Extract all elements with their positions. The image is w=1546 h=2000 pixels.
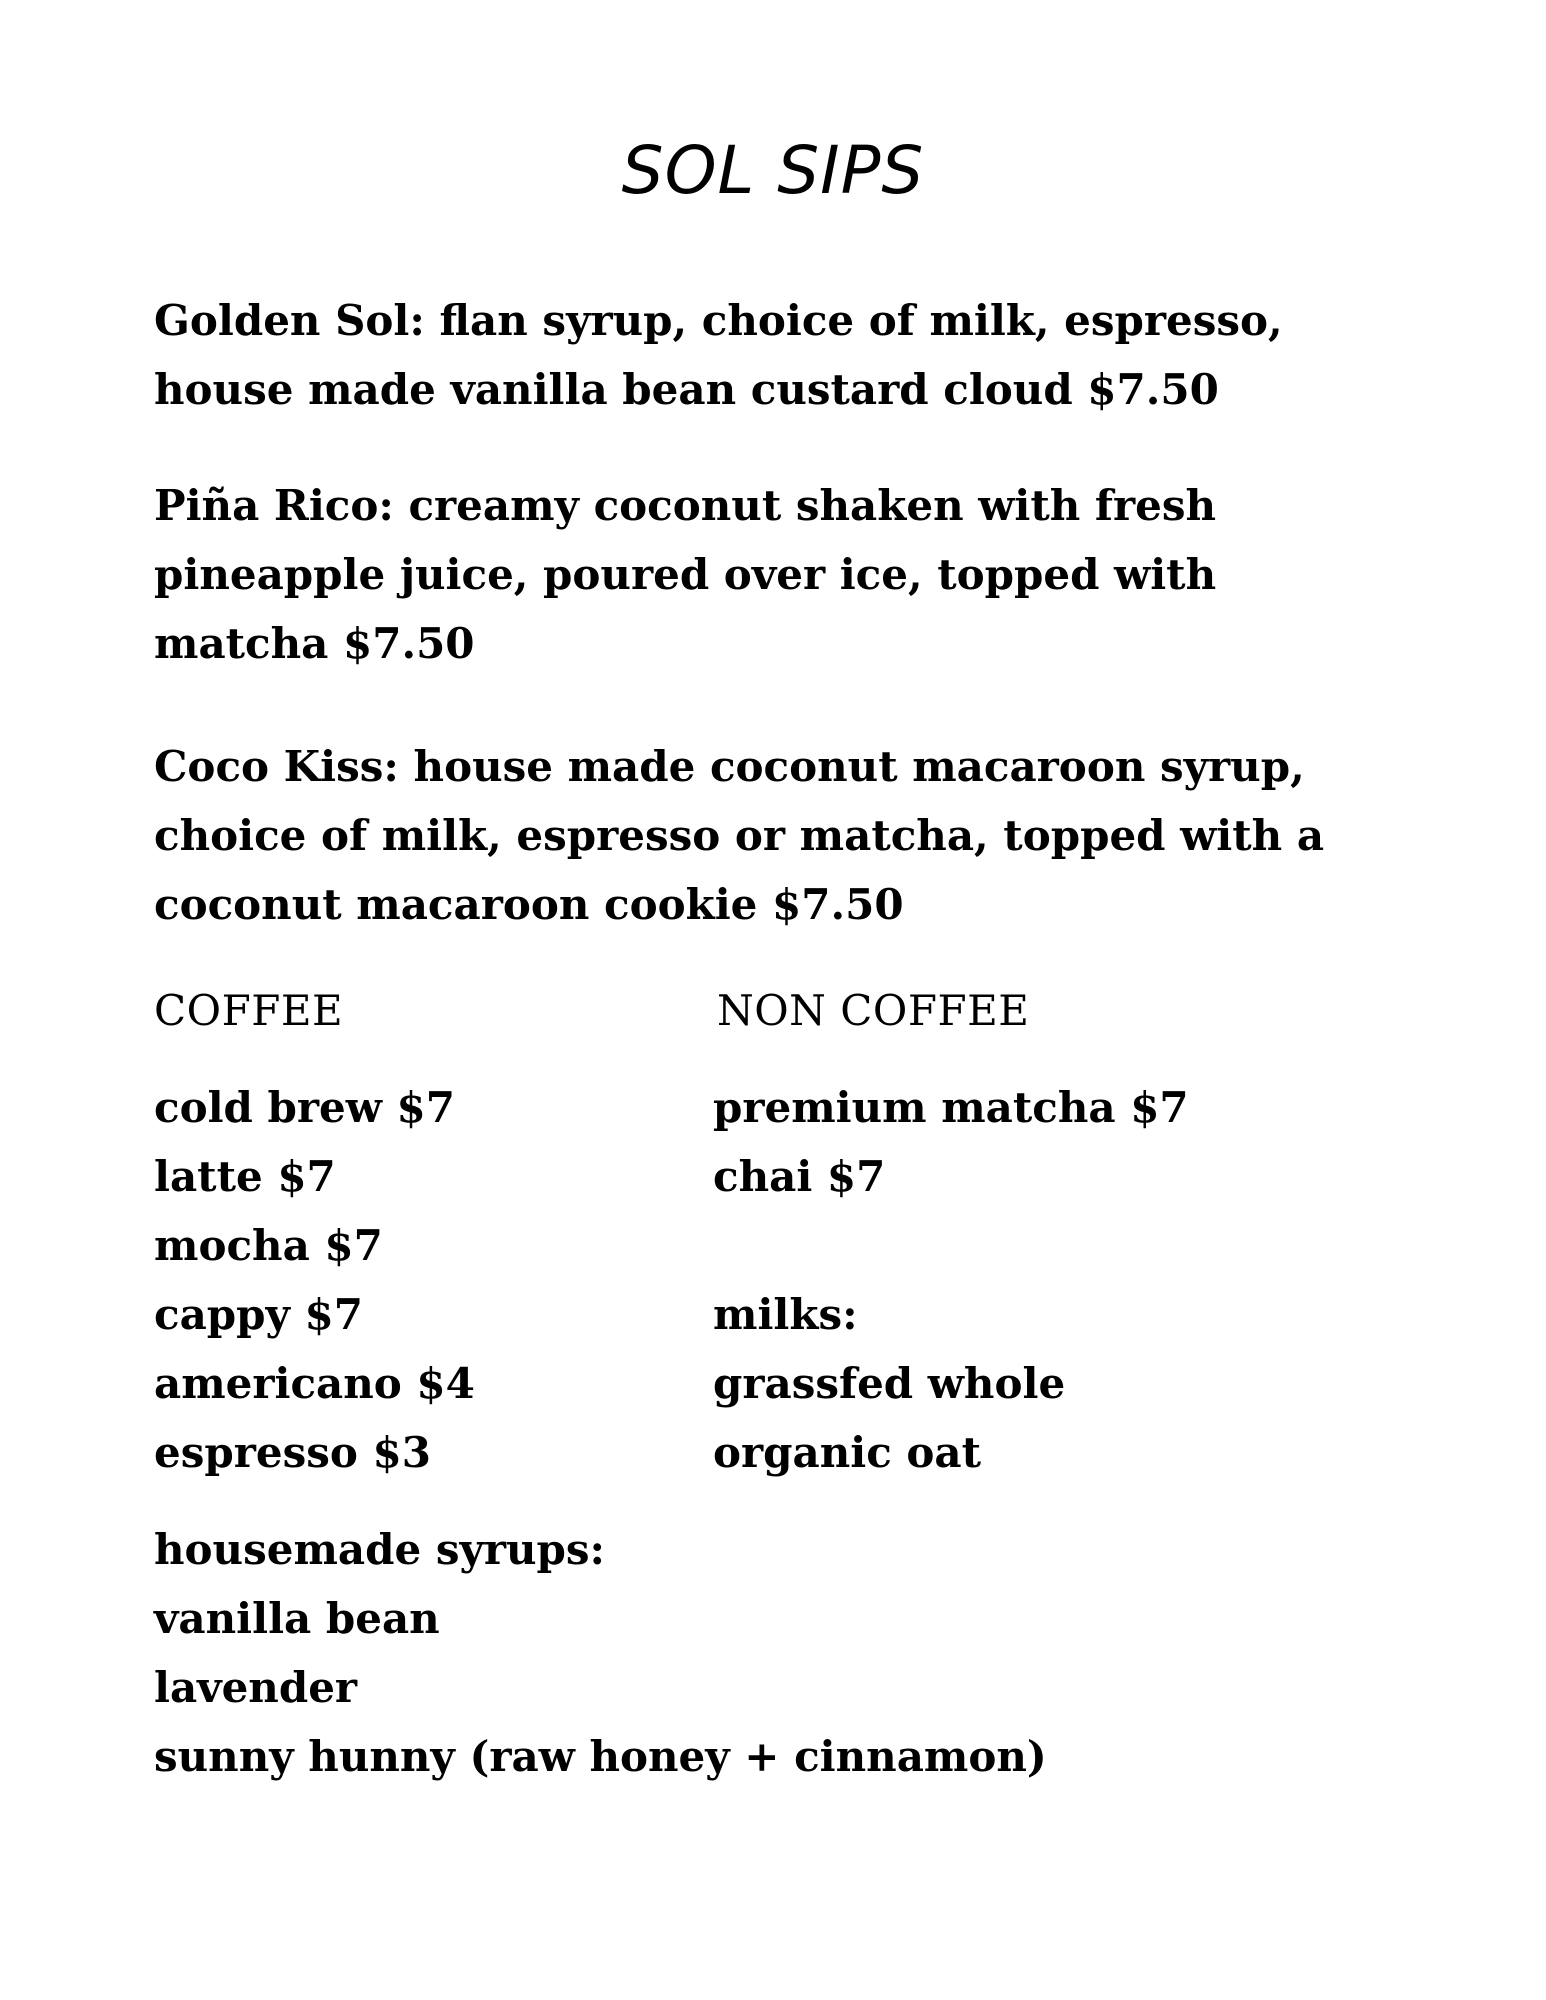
special-coco-kiss [154, 732, 1354, 939]
special-line: pineapple juice, poured over ice, topped with [154, 550, 1217, 599]
list-item: americano $4 [154, 1359, 475, 1408]
special-golden-sol [154, 286, 1354, 424]
special-line: house made vanilla bean custard cloud $7.50 [154, 365, 1219, 414]
milks-list [713, 1280, 1065, 1487]
milks-heading: milks: [713, 1290, 858, 1339]
special-line: choice of milk, espresso or matcha, topped with a [154, 811, 1325, 860]
list-item: lavender [154, 1663, 358, 1712]
special-pina-rico [154, 471, 1354, 678]
special-line: Coco Kiss: house made coconut macaroon syrup, [154, 742, 1305, 791]
special-line: Piña Rico: creamy coconut shaken with fresh [154, 481, 1216, 530]
syrups-heading: housemade syrups: [154, 1525, 606, 1574]
syrups-list [154, 1515, 1047, 1791]
list-item: latte $7 [154, 1152, 336, 1201]
list-item: cold brew $7 [154, 1083, 455, 1132]
list-item: chai $7 [713, 1152, 886, 1201]
special-line: Golden Sol: flan syrup, choice of milk, espresso, [154, 296, 1283, 345]
list-item: premium matcha $7 [713, 1083, 1189, 1132]
list-item: organic oat [713, 1428, 982, 1477]
list-item: vanilla bean [154, 1594, 440, 1643]
special-line: matcha $7.50 [154, 619, 475, 668]
list-item: mocha $7 [154, 1221, 383, 1270]
menu-title: SOL SIPS [621, 132, 925, 209]
non-coffee-list [713, 1073, 1189, 1211]
special-line: coconut macaroon cookie $7.50 [154, 880, 904, 929]
non-coffee-heading: NON COFFEE [717, 986, 1030, 1035]
list-item: grassfed whole [713, 1359, 1066, 1408]
list-item: espresso $3 [154, 1428, 431, 1477]
coffee-list [154, 1073, 475, 1487]
list-item: sunny hunny (raw honey + cinnamon) [154, 1732, 1047, 1781]
coffee-heading: COFFEE [154, 986, 344, 1035]
list-item: cappy $7 [154, 1290, 363, 1339]
